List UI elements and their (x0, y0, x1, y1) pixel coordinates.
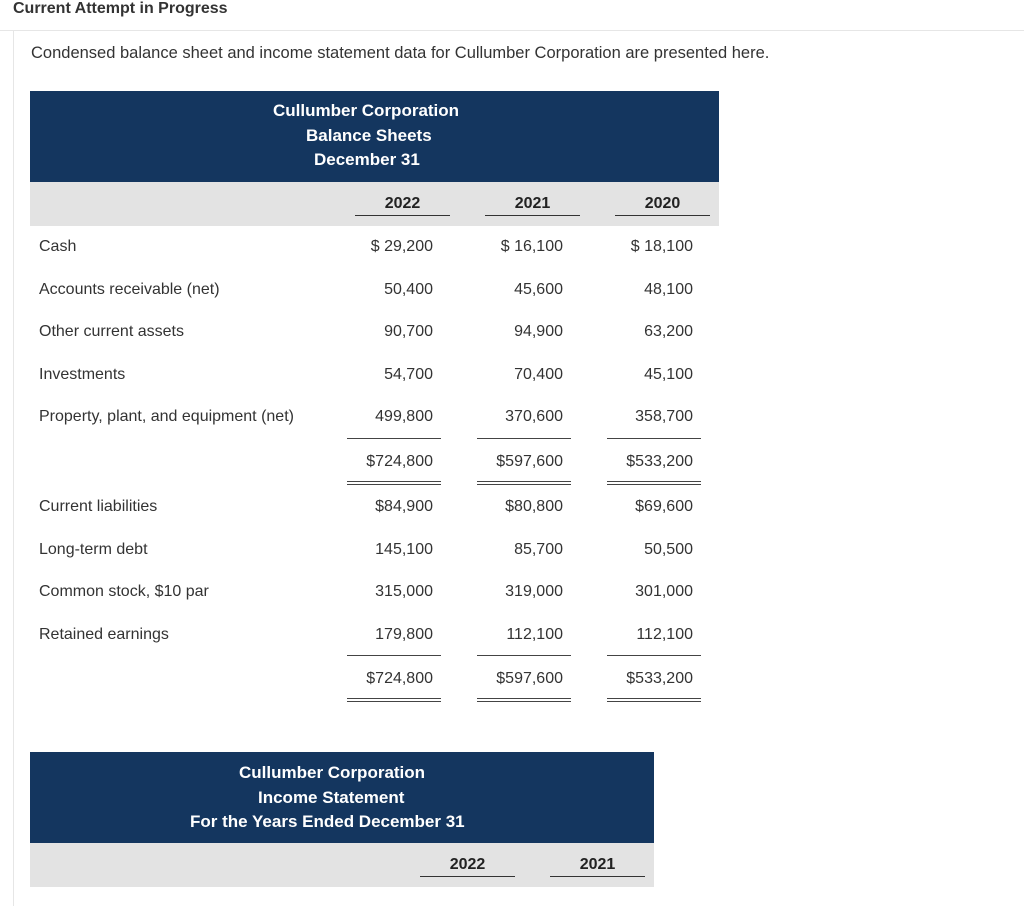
bs-year-2022: 2022 (384, 195, 421, 212)
cell-value: 45,100 (644, 366, 693, 383)
cell-value: 45,600 (514, 281, 563, 298)
row-label: Current liabilities (39, 498, 158, 515)
subtotal-rule (347, 438, 441, 439)
balance-sheet-title (30, 99, 719, 173)
total-double-rule (477, 481, 571, 485)
cell-value: 179,800 (375, 626, 433, 643)
bs-title-statement: Balance Sheets (306, 125, 432, 145)
bs-year-underline (485, 215, 580, 216)
bs-year-underline (615, 215, 710, 216)
cell-value: $724,800 (366, 453, 433, 470)
cell-value: 315,000 (375, 583, 433, 600)
cell-value: 301,000 (635, 583, 693, 600)
cell-value: $597,600 (496, 453, 563, 470)
cell-value: 63,200 (644, 323, 693, 340)
cell-value: $ 16,100 (500, 238, 563, 255)
row-label: Property, plant, and equipment (net) (39, 408, 294, 425)
is-year-2021: 2021 (579, 856, 616, 873)
row-label: Accounts receivable (net) (39, 281, 220, 298)
bs-year-2020: 2020 (644, 195, 681, 212)
row-label: Cash (39, 238, 77, 255)
subtotal-rule (607, 655, 701, 656)
cell-value: 499,800 (375, 408, 433, 425)
bs-title-date: December 31 (314, 150, 420, 169)
row-label: Common stock, $10 par (39, 583, 209, 600)
cell-value: 85,700 (514, 541, 563, 558)
is-title-company: Cullumber Corporation (239, 763, 426, 782)
subtotal-rule (607, 438, 701, 439)
subtotal-rule (347, 655, 441, 656)
row-label: Retained earnings (39, 626, 169, 643)
cell-value: 50,500 (644, 541, 693, 558)
bs-year-underline (355, 215, 450, 216)
bs-title-company: Cullumber Corporation (273, 101, 460, 120)
cell-value: $80,800 (505, 498, 563, 515)
content-left-border (13, 30, 14, 906)
question-intro: Condensed balance sheet and income statement data for Cullumber Corporation are presented here. (31, 44, 770, 62)
cell-value: 48,100 (644, 281, 693, 298)
cell-value: 112,100 (506, 626, 563, 643)
cell-value: 145,100 (375, 541, 433, 558)
cell-value: 70,400 (514, 366, 563, 383)
attempt-status: Current Attempt in Progress (13, 0, 228, 17)
cell-value: $533,200 (626, 670, 693, 687)
cell-value: 358,700 (635, 408, 693, 425)
subtotal-rule (477, 655, 571, 656)
cell-value: 90,700 (384, 323, 433, 340)
cell-value: 50,400 (384, 281, 433, 298)
is-year-underline (550, 876, 645, 877)
is-year-underline (420, 876, 515, 877)
cell-value: $ 29,200 (370, 238, 433, 255)
bs-year-2021: 2021 (514, 195, 551, 212)
cell-value: $597,600 (496, 670, 563, 687)
cell-value: $69,600 (635, 498, 693, 515)
row-label: Investments (39, 366, 126, 383)
income-statement-title (30, 761, 654, 835)
row-label: Other current assets (39, 323, 184, 340)
cell-value: 319,000 (505, 583, 563, 600)
cell-value: $84,900 (375, 498, 433, 515)
row-label: Long-term debt (39, 541, 148, 558)
cell-value: 370,600 (505, 408, 563, 425)
cell-value: 94,900 (514, 323, 563, 340)
cell-value: $724,800 (366, 670, 433, 687)
is-year-2022: 2022 (449, 856, 486, 873)
cell-value: $533,200 (626, 453, 693, 470)
total-double-rule (347, 481, 441, 485)
subtotal-rule (477, 438, 571, 439)
cell-value: 112,100 (636, 626, 693, 643)
is-title-period: For the Years Ended December 31 (190, 812, 465, 831)
total-double-rule (477, 698, 571, 702)
total-double-rule (607, 698, 701, 702)
cell-value: 54,700 (384, 366, 433, 383)
total-double-rule (607, 481, 701, 485)
total-double-rule (347, 698, 441, 702)
is-title-statement: Income Statement (258, 787, 405, 807)
cell-value: $ 18,100 (630, 238, 693, 255)
